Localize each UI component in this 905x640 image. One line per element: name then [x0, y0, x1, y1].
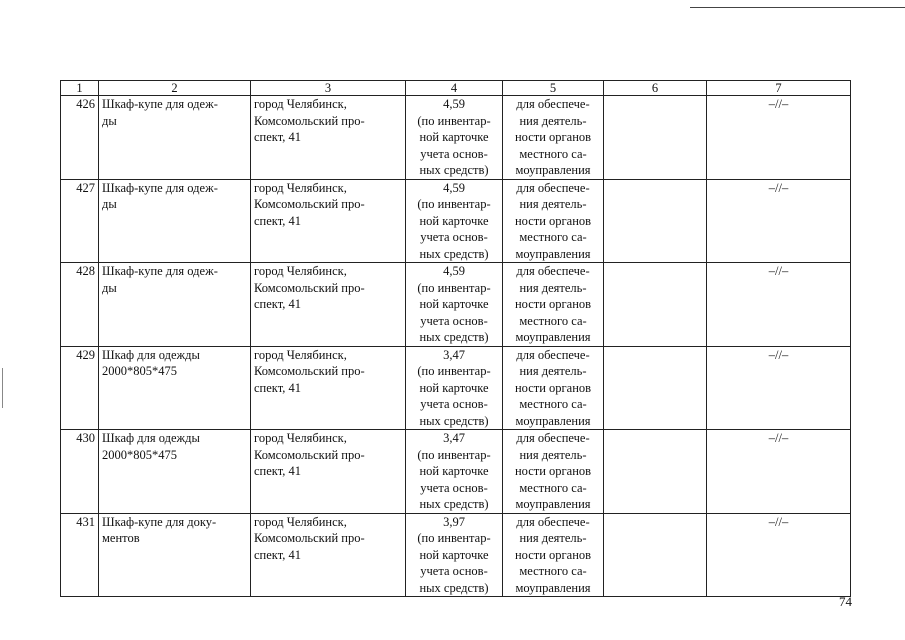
column-header: 2 — [99, 81, 251, 96]
item-name: Шкаф-купе для одеж- ды — [99, 96, 251, 180]
item-note: –//– — [707, 513, 851, 597]
table-row — [61, 263, 851, 347]
item-address: город Челябинск, Комсомольский про- спект, 41 — [251, 430, 406, 514]
item-purpose: для обеспече- ния деятель- ности органов местного са- моуправления — [503, 513, 604, 597]
item-name: Шкаф-купе для одеж- ды — [99, 263, 251, 347]
item-purpose: для обеспече- ния деятель- ности органов местного са- моуправления — [503, 430, 604, 514]
item-note: –//– — [707, 263, 851, 347]
row-number: 429 — [61, 346, 99, 430]
item-value: 3,97 (по инвентар- ной карточке учета основ- ных средств) — [406, 513, 503, 597]
column-header: 3 — [251, 81, 406, 96]
column-header: 7 — [707, 81, 851, 96]
item-address: город Челябинск, Комсомольский про- спект, 41 — [251, 96, 406, 180]
item-col6 — [604, 346, 707, 430]
row-number: 431 — [61, 513, 99, 597]
item-purpose: для обеспече- ния деятель- ности органов местного са- моуправления — [503, 179, 604, 263]
table-row — [61, 430, 851, 514]
item-value: 4,59 (по инвентар- ной карточке учета основ- ных средств) — [406, 263, 503, 347]
item-purpose: для обеспече- ния деятель- ности органов местного са- моуправления — [503, 96, 604, 180]
item-note: –//– — [707, 430, 851, 514]
item-note: –//– — [707, 179, 851, 263]
item-address: город Челябинск, Комсомольский про- спект, 41 — [251, 513, 406, 597]
item-name: Шкаф-купе для доку- ментов — [99, 513, 251, 597]
item-address: город Челябинск, Комсомольский про- спект, 41 — [251, 263, 406, 347]
item-purpose: для обеспече- ния деятель- ности органов местного са- моуправления — [503, 346, 604, 430]
item-col6 — [604, 263, 707, 347]
item-purpose: для обеспече- ния деятель- ности органов местного са- моуправления — [503, 263, 604, 347]
row-number: 428 — [61, 263, 99, 347]
item-name: Шкаф для одежды 2000*805*475 — [99, 430, 251, 514]
column-header: 4 — [406, 81, 503, 96]
item-address: город Челябинск, Комсомольский про- спект, 41 — [251, 346, 406, 430]
row-number: 426 — [61, 96, 99, 180]
table-row — [61, 179, 851, 263]
item-address: город Челябинск, Комсомольский про- спект, 41 — [251, 179, 406, 263]
column-header: 6 — [604, 81, 707, 96]
item-col6 — [604, 430, 707, 514]
item-name: Шкаф-купе для одеж- ды — [99, 179, 251, 263]
column-header: 1 — [61, 81, 99, 96]
table-row — [61, 346, 851, 430]
page-number: 74 — [839, 594, 852, 609]
row-number: 427 — [61, 179, 99, 263]
item-col6 — [604, 179, 707, 263]
table-row — [61, 96, 851, 180]
scan-edge-mark — [2, 368, 3, 408]
item-value: 3,47 (по инвентар- ной карточке учета основ- ных средств) — [406, 430, 503, 514]
item-value: 3,47 (по инвентар- ной карточке учета основ- ных средств) — [406, 346, 503, 430]
item-note: –//– — [707, 96, 851, 180]
item-note: –//– — [707, 346, 851, 430]
item-value: 4,59 (по инвентар- ной карточке учета основ- ных средств) — [406, 179, 503, 263]
table-row — [61, 513, 851, 597]
top-rule — [690, 7, 905, 8]
row-number: 430 — [61, 430, 99, 514]
column-header: 5 — [503, 81, 604, 96]
header-row — [61, 81, 851, 96]
item-col6 — [604, 96, 707, 180]
item-name: Шкаф для одежды 2000*805*475 — [99, 346, 251, 430]
inventory-table — [60, 80, 851, 597]
item-col6 — [604, 513, 707, 597]
item-value: 4,59 (по инвентар- ной карточке учета основ- ных средств) — [406, 96, 503, 180]
